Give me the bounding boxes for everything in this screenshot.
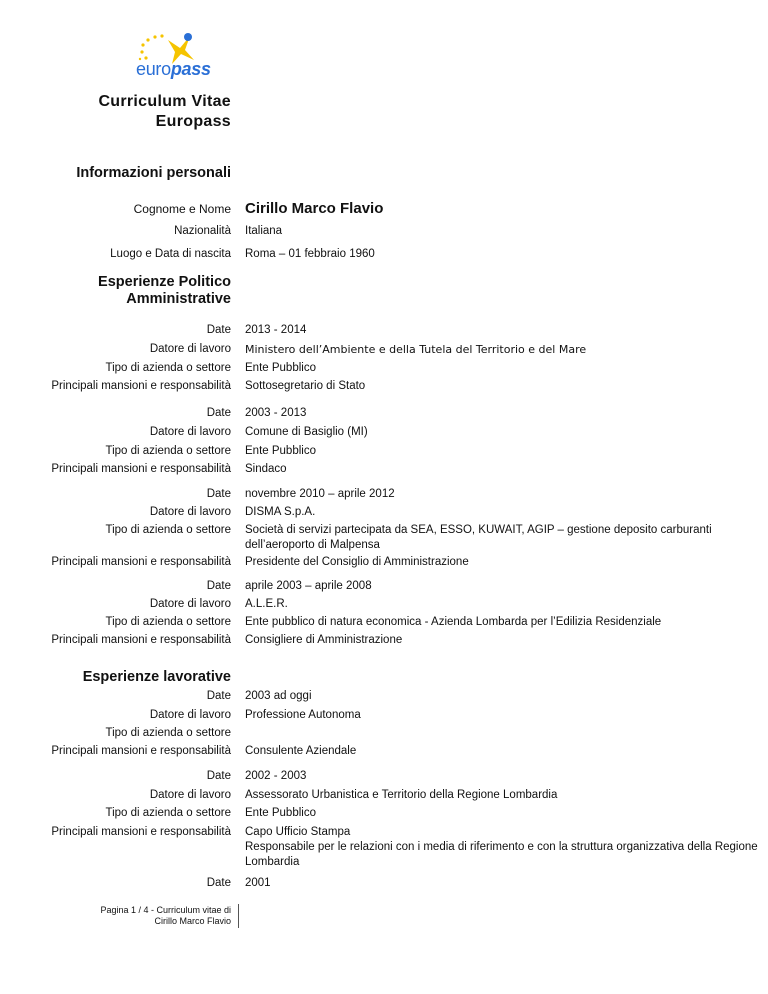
label-date: Date <box>206 580 231 592</box>
entry-sector-line2: dell’aeroporto di Malpensa <box>245 539 380 551</box>
label-role: Principali mansioni e responsabilità <box>51 463 231 475</box>
footer-divider <box>238 904 239 928</box>
cv-title <box>98 92 231 132</box>
entry-employer: Professione Autonoma <box>245 709 361 721</box>
entry-role-line2: Responsabile per le relazioni con i media di riferimento e con la struttura organizzativa della Regione <box>245 841 758 853</box>
label-date: Date <box>206 488 231 500</box>
page-footer <box>100 905 231 927</box>
label-role: Principali mansioni e responsabilità <box>51 745 231 757</box>
label-sector: Tipo di azienda o settore <box>105 445 231 457</box>
label-date: Date <box>206 770 231 782</box>
entry-employer: DISMA S.p.A. <box>245 506 316 518</box>
label-role: Principali mansioni e responsabilità <box>51 634 231 646</box>
label-role: Principali mansioni e responsabilità <box>51 380 231 392</box>
footer-line2: Cirillo Marco Flavio <box>154 916 231 926</box>
label-employer: Datore di lavoro <box>149 789 231 801</box>
label-employer: Datore di lavoro <box>149 709 231 721</box>
entry-date: aprile 2003 – aprile 2008 <box>245 580 372 592</box>
entry-date: novembre 2010 – aprile 2012 <box>245 488 395 500</box>
entry-date: 2001 <box>245 877 271 889</box>
entry-sector: Ente Pubblico <box>245 807 316 819</box>
section-heading-political <box>98 274 231 308</box>
label-role: Principali mansioni e responsabilità <box>51 826 231 838</box>
name-value: Cirillo Marco Flavio <box>245 200 384 217</box>
entry-sector-line1: Società di servizi partecipata da SEA, ESSO, KUWAIT, AGIP – gestione deposito carburanti <box>245 524 712 536</box>
entry-role: Sottosegretario di Stato <box>245 380 366 392</box>
political-heading-line1: Esperienze Politico <box>98 274 231 290</box>
nationality-label: Nazionalità <box>174 225 231 237</box>
entry-sector: Ente pubblico di natura economica - Azienda Lombarda per l’Edilizia Residenziale <box>245 616 662 628</box>
entry-role-line1: Capo Ufficio Stampa <box>245 826 351 838</box>
label-employer: Datore di lavoro <box>149 426 231 438</box>
entry-sector: Ente Pubblico <box>245 362 316 374</box>
entry-date: 2013 - 2014 <box>245 324 307 336</box>
entry-date: 2003 - 2013 <box>245 407 307 419</box>
label-employer: Datore di lavoro <box>149 506 231 518</box>
label-date: Date <box>206 690 231 702</box>
europass-wordmark <box>136 59 211 80</box>
entry-employer: Comune di Basiglio (MI) <box>245 426 368 438</box>
label-date: Date <box>206 324 231 336</box>
section-heading-personal: Informazioni personali <box>76 165 231 181</box>
entry-date: 2003 ad oggi <box>245 690 312 702</box>
birth-value: Roma – 01 febbraio 1960 <box>245 248 375 260</box>
label-sector: Tipo di azienda o settore <box>105 807 231 819</box>
footer-line1: Pagina 1 / 4 - Curriculum vitae di <box>100 905 231 915</box>
entry-role-line3: Lombardia <box>245 856 300 868</box>
label-sector: Tipo di azienda o settore <box>105 524 231 536</box>
label-sector: Tipo di azienda o settore <box>105 727 231 739</box>
entry-sector: Ente Pubblico <box>245 445 316 457</box>
label-employer: Datore di lavoro <box>149 598 231 610</box>
entry-role: Consigliere di Amministrazione <box>245 634 403 646</box>
wordmark-pass: pass <box>170 59 211 79</box>
wordmark-euro: euro <box>136 59 171 79</box>
entry-date: 2002 - 2003 <box>245 770 307 782</box>
name-label: Cognome e Nome <box>133 202 231 216</box>
section-heading-work: Esperienze lavorative <box>82 669 231 685</box>
label-role: Principali mansioni e responsabilità <box>51 556 231 568</box>
label-date: Date <box>206 877 231 889</box>
cv-title-line2: Europass <box>155 113 231 130</box>
entry-employer: Ministero dell’Ambiente e della Tutela del Territorio e del Mare <box>245 343 587 356</box>
label-employer: Datore di lavoro <box>149 343 231 355</box>
cv-title-line1: Curriculum Vitae <box>98 93 231 110</box>
nationality-value: Italiana <box>245 225 283 237</box>
birth-label: Luogo e Data di nascita <box>110 248 231 260</box>
political-heading-line2: Amministrative <box>126 291 231 307</box>
entry-role: Consulente Aziendale <box>245 745 357 757</box>
entry-role: Sindaco <box>245 463 287 475</box>
label-sector: Tipo di azienda o settore <box>105 362 231 374</box>
label-sector: Tipo di azienda o settore <box>105 616 231 628</box>
entry-employer: Assessorato Urbanistica e Territorio della Regione Lombardia <box>245 789 558 801</box>
entry-employer: A.L.E.R. <box>245 598 288 610</box>
entry-role: Presidente del Consiglio di Amministrazione <box>245 556 469 568</box>
label-date: Date <box>206 407 231 419</box>
